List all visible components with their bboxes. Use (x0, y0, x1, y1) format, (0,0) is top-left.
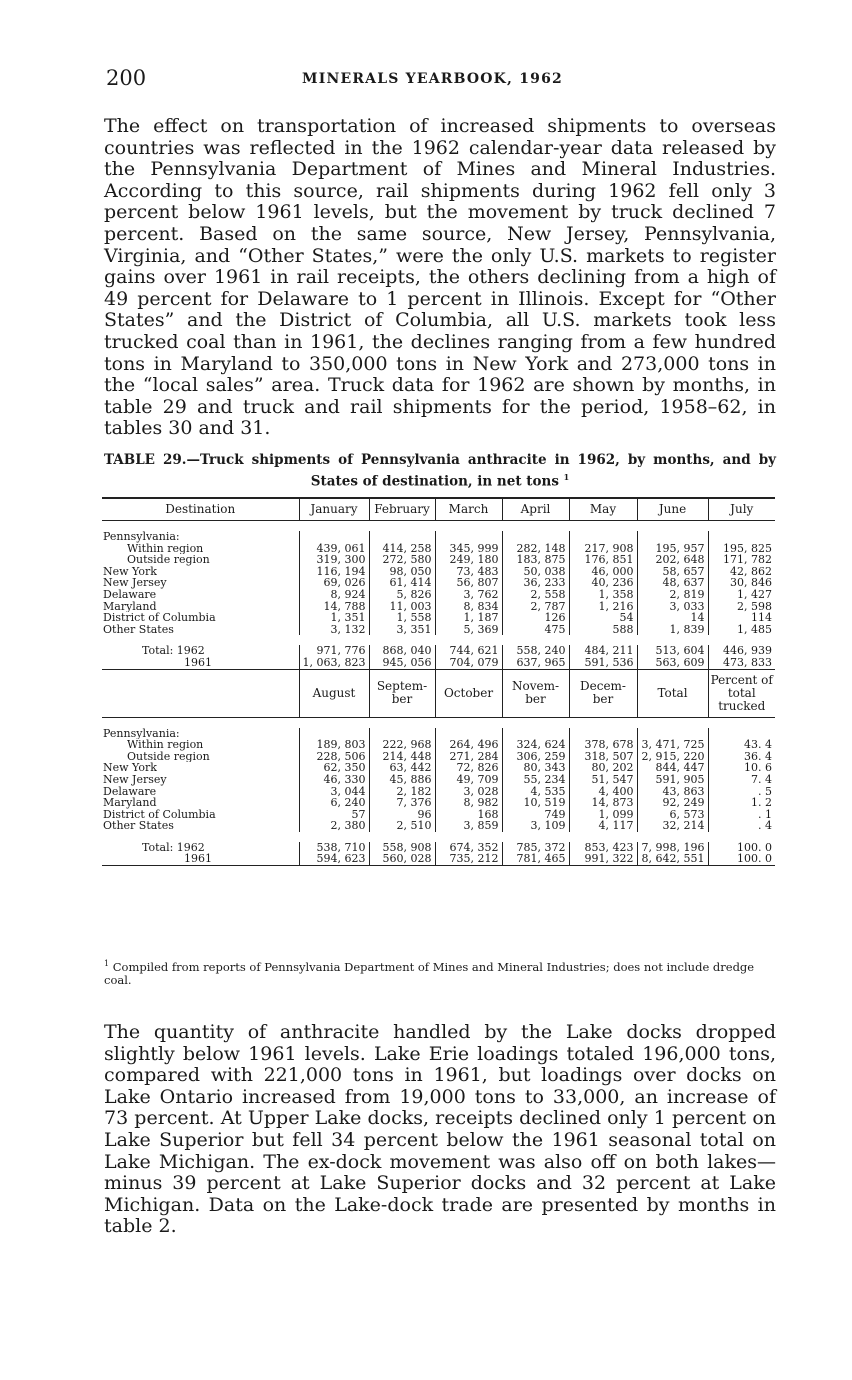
data-cell: 6, 240 (299, 797, 369, 809)
data-cell: 1. 2 (708, 797, 775, 809)
data-cell: 116, 194 (299, 566, 369, 578)
group-label: Pennsylvania: (103, 727, 180, 740)
total-cell: 100. 0 (708, 842, 775, 854)
total-label: 1961 (102, 853, 299, 865)
total-cell: 484, 211 (569, 645, 637, 657)
total-label: Total: 1962 (142, 645, 205, 657)
running-title: MINERALS YEARBOOK, 1962 (302, 71, 563, 87)
data-cell: . 4 (708, 820, 775, 832)
row-label: Maryland (103, 600, 157, 613)
data-cell: 36, 233 (502, 577, 569, 589)
data-cell: 3, 132 (299, 624, 369, 636)
footnote-text: Compiled from reports of Pennsylvania Department of Mines and Mineral Industries; does not include dredge coal. (104, 959, 755, 987)
data-cell: 222, 968 (369, 739, 435, 751)
data-cell: 171, 782 (708, 554, 775, 566)
truck-shipments-table (102, 497, 775, 866)
row-label: District of Columbia (103, 808, 216, 821)
data-cell: 2, 510 (369, 820, 435, 832)
row-label: Within region (127, 739, 204, 751)
data-cell: 591, 905 (637, 774, 708, 786)
table-caption-text: TABLE 29.—Truck shipments of Pennsylvania anthracite in 1962, by months, and by States of destination, in net tons (104, 452, 776, 490)
data-cell: 42, 862 (708, 566, 775, 578)
total-cell: 594, 623 (299, 853, 369, 865)
data-cell: 8, 834 (435, 601, 502, 613)
data-cell: 1, 099 (569, 809, 637, 821)
data-cell: 3, 859 (435, 820, 502, 832)
column-header: March (435, 498, 502, 521)
data-cell: 69, 026 (299, 577, 369, 589)
data-cell: 46, 330 (299, 774, 369, 786)
total-cell: 744, 621 (435, 645, 502, 657)
spacer-row (102, 717, 775, 728)
data-cell: 7. 4 (708, 774, 775, 786)
total-cell: 473, 833 (708, 657, 775, 669)
header-row (102, 669, 775, 717)
data-cell: 1, 187 (435, 612, 502, 624)
data-cell: 63, 442 (369, 762, 435, 774)
data-cell: 271, 284 (435, 751, 502, 763)
data-cell: 202, 648 (637, 554, 708, 566)
data-cell: 62, 350 (299, 762, 369, 774)
row-label: Outside region (127, 554, 210, 566)
data-cell: 2, 787 (502, 601, 569, 613)
destination-header: Destination (102, 498, 299, 521)
data-cell: 126 (502, 612, 569, 624)
caption-note-mark: 1 (563, 472, 570, 482)
table-footnote (104, 957, 776, 987)
data-cell: 2, 819 (637, 589, 708, 601)
data-cell: 214, 448 (369, 751, 435, 763)
total-cell: 563, 609 (637, 657, 708, 669)
data-cell: 3, 351 (369, 624, 435, 636)
data-cell: 5, 826 (369, 589, 435, 601)
data-cell: 168 (435, 809, 502, 821)
data-cell: 45, 886 (369, 774, 435, 786)
row-label: Other States (103, 820, 174, 832)
total-cell: 100. 0 (708, 853, 775, 865)
total-cell: 7, 998, 196 (637, 842, 708, 854)
data-cell: 3, 044 (299, 786, 369, 798)
data-cell: 264, 496 (435, 739, 502, 751)
data-cell: 49, 709 (435, 774, 502, 786)
data-cell: 7, 376 (369, 797, 435, 809)
empty-cell (299, 531, 369, 543)
data-cell: 14, 873 (569, 797, 637, 809)
data-cell: 51, 547 (569, 774, 637, 786)
data-cell: 57 (299, 809, 369, 821)
data-cell: 2, 598 (708, 601, 775, 613)
data-cell: . 5 (708, 786, 775, 798)
data-cell: 4, 117 (569, 820, 637, 832)
total-cell: 853, 423 (569, 842, 637, 854)
data-cell: 11, 003 (369, 601, 435, 613)
data-cell: 98, 050 (369, 566, 435, 578)
intro-paragraph: The effect on transportation of increased shipments to overseas countries was reflected in the 1962 calendar-year data released by the Pennsylvania Department of Mines and Mineral Industries. According to this source, rail shipments during 1962 fell only 3 percent below 1961 levels, but the movement by truck declined 7 percent. Based on the same source, New Jersey, Pennsylvania, Virginia, and “Other States,” were the only U.S. markets to register gains over 1961 in rail receipts, the others declining from a high of 49 percent for Delaware to 1 percent in Illinois. Except for “Other States” and the District of Columbia, all U.S. markets took less trucked coal than in 1961, the declines ranging from a few hundred tons in Maryland to 350,000 tons in New York and 273,000 tons in the “local sales” area. Truck data for 1962 are shown by months, in table 29 and truck and rail shipments for the period, 1958–62, in tables 30 and 31. (104, 115, 776, 440)
column-header: January (299, 498, 369, 521)
data-cell: 46, 000 (569, 566, 637, 578)
data-cell: 43. 4 (708, 739, 775, 751)
column-header: April (502, 498, 569, 521)
data-cell: 345, 999 (435, 543, 502, 555)
data-cell: 1, 358 (569, 589, 637, 601)
total-cell: 991, 322 (569, 853, 637, 865)
total-cell: 560, 028 (369, 853, 435, 865)
total-label: Total: 1962 (142, 841, 205, 854)
data-cell: 48, 637 (637, 577, 708, 589)
data-cell: 3, 762 (435, 589, 502, 601)
total-row (102, 657, 775, 669)
data-cell: 10, 519 (502, 797, 569, 809)
data-cell: 2, 558 (502, 589, 569, 601)
data-cell: 319, 300 (299, 554, 369, 566)
table-row (102, 774, 775, 786)
column-header: Septem-ber (369, 669, 435, 717)
row-label: Other States (103, 623, 174, 636)
data-cell: 8, 924 (299, 589, 369, 601)
data-cell: 3, 471, 725 (637, 739, 708, 751)
total-row (102, 853, 775, 865)
data-cell: 114 (708, 612, 775, 624)
data-cell: 844, 447 (637, 762, 708, 774)
data-cell: 54 (569, 612, 637, 624)
header-row (102, 498, 775, 521)
data-cell: 195, 825 (708, 543, 775, 555)
total-cell: 1, 063, 823 (299, 657, 369, 669)
spacer-cell (102, 521, 775, 532)
data-cell: 80, 343 (502, 762, 569, 774)
table-row (102, 739, 775, 751)
empty-cell (708, 531, 775, 543)
row-label: Outside region (127, 750, 210, 763)
spacer-cell (102, 717, 775, 728)
total-label: 1961 (102, 657, 299, 669)
data-cell: 1, 839 (637, 624, 708, 636)
row-label: New York (103, 565, 157, 578)
total-cell: 674, 352 (435, 842, 502, 854)
data-cell: 30, 846 (708, 577, 775, 589)
row-label: New Jersey (103, 773, 167, 786)
data-cell: 318, 507 (569, 751, 637, 763)
data-cell: 195, 957 (637, 543, 708, 555)
column-header: Novem-ber (502, 669, 569, 717)
data-cell: 73, 483 (435, 566, 502, 578)
data-cell: 40, 236 (569, 577, 637, 589)
data-cell: 272, 580 (369, 554, 435, 566)
data-cell: 475 (502, 624, 569, 636)
data-cell: 56, 807 (435, 577, 502, 589)
row-label: Delaware (103, 785, 157, 798)
data-cell: 55, 234 (502, 774, 569, 786)
column-header: Total (637, 669, 708, 717)
data-cell: 1, 216 (569, 601, 637, 613)
data-cell: 92, 249 (637, 797, 708, 809)
data-cell: 414, 258 (369, 543, 435, 555)
data-cell: 36. 4 (708, 751, 775, 763)
total-cell: 558, 908 (369, 842, 435, 854)
data-cell: 217, 908 (569, 543, 637, 555)
table-row (102, 589, 775, 601)
data-cell: 8, 982 (435, 797, 502, 809)
data-cell: 588 (569, 624, 637, 636)
data-cell: 189, 803 (299, 739, 369, 751)
total-cell: 446, 939 (708, 645, 775, 657)
column-header: July (708, 498, 775, 521)
data-cell: 378, 678 (569, 739, 637, 751)
table-row (102, 624, 775, 636)
column-header: May (569, 498, 637, 521)
data-cell: 72, 826 (435, 762, 502, 774)
page-number: 200 (106, 66, 147, 90)
empty-cell (369, 531, 435, 543)
data-cell: 1, 351 (299, 612, 369, 624)
data-cell: 43, 863 (637, 786, 708, 798)
row-label: New Jersey (103, 577, 167, 589)
row-label: Maryland (103, 797, 157, 809)
data-cell: 14 (637, 612, 708, 624)
table-caption (104, 452, 776, 491)
column-header: Percent of total trucked (708, 669, 775, 717)
total-cell: 868, 040 (369, 645, 435, 657)
data-cell: 1, 558 (369, 612, 435, 624)
data-cell: 3, 109 (502, 820, 569, 832)
total-cell: 8, 642, 551 (637, 853, 708, 865)
data-cell: . 1 (708, 809, 775, 821)
data-cell: 2, 380 (299, 820, 369, 832)
data-cell: 3, 028 (435, 786, 502, 798)
total-cell: 785, 372 (502, 842, 569, 854)
data-cell: 306, 259 (502, 751, 569, 763)
data-cell: 6, 573 (637, 809, 708, 821)
data-cell: 4, 535 (502, 786, 569, 798)
data-cell: 32, 214 (637, 820, 708, 832)
data-cell: 228, 506 (299, 751, 369, 763)
data-cell: 183, 875 (502, 554, 569, 566)
data-cell: 58, 657 (637, 566, 708, 578)
data-cell: 1, 427 (708, 589, 775, 601)
total-cell: 735, 212 (435, 853, 502, 865)
data-cell: 5, 369 (435, 624, 502, 636)
table-row (102, 601, 775, 613)
data-cell: 96 (369, 809, 435, 821)
empty-cell (435, 531, 502, 543)
data-cell: 14, 788 (299, 601, 369, 613)
data-cell: 3, 033 (637, 601, 708, 613)
data-cell: 4, 400 (569, 786, 637, 798)
table-row (102, 820, 775, 832)
column-header: October (435, 669, 502, 717)
data-cell: 282, 148 (502, 543, 569, 555)
data-cell: 324, 624 (502, 739, 569, 751)
data-cell: 1, 485 (708, 624, 775, 636)
footnote-mark: 1 (104, 959, 110, 968)
data-cell: 10. 6 (708, 762, 775, 774)
total-cell: 781, 465 (502, 853, 569, 865)
data-cell: 439, 061 (299, 543, 369, 555)
row-label: New York (103, 762, 157, 774)
lake-docks-paragraph: The quantity of anthracite handled by the Lake docks dropped slightly below 1961 levels. Lake Erie loadings totaled 196,000 tons, compared with 221,000 tons in 1961, but loadings over docks on Lake Ontario increased from 19,000 tons to 33,000, an increase of 73 percent. At Upper Lake docks, receipts declined only 1 percent on Lake Superior but fell 34 percent below the 1961 seasonal total on Lake Michigan. The ex-dock movement was also off on both lakes—minus 39 percent at Lake Superior docks and 32 percent at Lake Michigan. Data on the Lake-dock trade are presented by months in table 2. (104, 1021, 776, 1238)
table-row (102, 797, 775, 809)
header-spacer (102, 669, 299, 717)
data-cell: 2, 182 (369, 786, 435, 798)
total-cell: 971, 776 (299, 645, 369, 657)
total-cell: 591, 536 (569, 657, 637, 669)
data-cell: 249, 180 (435, 554, 502, 566)
empty-cell (502, 531, 569, 543)
data-cell: 61, 414 (369, 577, 435, 589)
data-cell: 50, 038 (502, 566, 569, 578)
data-cell: 80, 202 (569, 762, 637, 774)
empty-cell (637, 531, 708, 543)
column-header: June (637, 498, 708, 521)
empty-cell (569, 531, 637, 543)
total-cell: 637, 965 (502, 657, 569, 669)
table-body (102, 498, 775, 866)
column-header: Decem-ber (569, 669, 637, 717)
total-cell: 538, 710 (299, 842, 369, 854)
total-cell: 704, 079 (435, 657, 502, 669)
column-header: August (299, 669, 369, 717)
row-label: Within region (127, 542, 204, 555)
total-cell: 513, 604 (637, 645, 708, 657)
data-cell: 2, 915, 220 (637, 751, 708, 763)
row-label: District of Columbia (103, 612, 216, 624)
table-row (102, 612, 775, 624)
group-row (102, 531, 775, 543)
data-cell: 176, 851 (569, 554, 637, 566)
group-label: Pennsylvania: (103, 531, 180, 543)
spacer-row (102, 521, 775, 532)
data-cell: 749 (502, 809, 569, 821)
row-label: Delaware (103, 588, 157, 601)
column-header: February (369, 498, 435, 521)
total-cell: 945, 056 (369, 657, 435, 669)
total-cell: 558, 240 (502, 645, 569, 657)
